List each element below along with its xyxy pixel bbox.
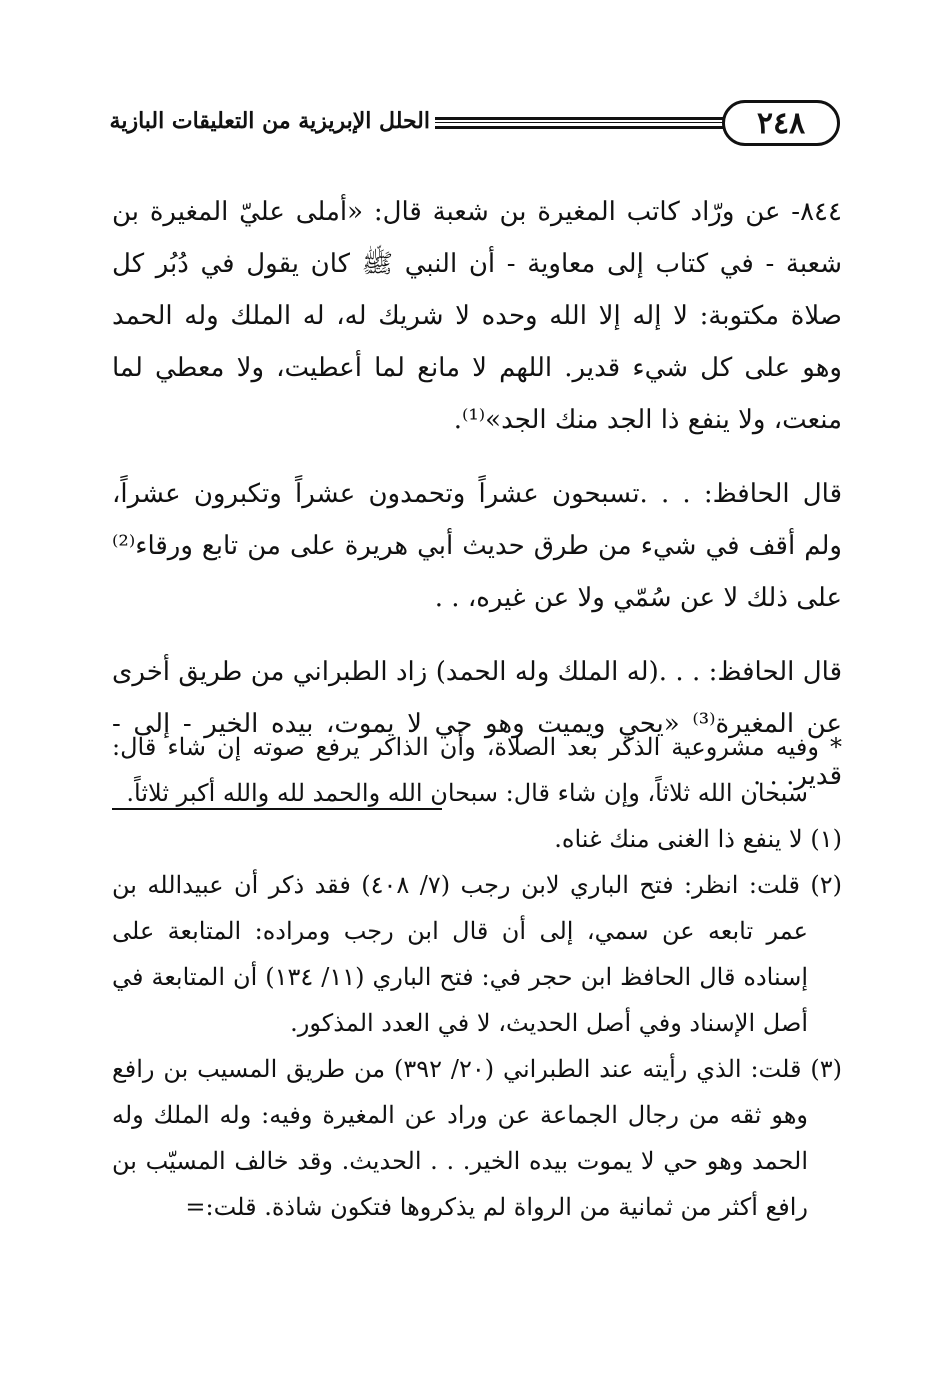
footnote-2: (٢) قلت: انظر: فتح الباري لابن رجب (٧/ ٤٠٨) فقد ذكر أن عبيدالله بن عمر تابعه عن سمي، إلى أن قال ابن رجب ومراده: المتابعة على إسناده قال الحافظ ابن حجر في: فتح الباري (١١/ ١٣٤) أن المتابعة في أصل الإسناد وفي أصل الحديث، لا في العدد المذكور. [112,871,843,1037]
header-rule [435,117,724,129]
book-title: الحلل الإبريزية من التعليقات البازية [109,108,430,134]
page-number: ٢٤٨ [722,100,840,146]
footnotes [112,724,842,1230]
footnote-1: (١) لا ينفع ذا الغنى منك غناه. [554,825,842,853]
page-header [110,100,840,152]
hadith-paragraph: ٨٤٤- عن ورّاد كاتب المغيرة بن شعبة قال: «أملى عليّ المغيرة بن شعبة - في كتاب إلى معاوية - أن النبي ﷺ كان يقول في دُبُر كل صلاة مكتوبة: لا إله إلا الله وحده لا شريك له، له الملك وله الحمد وهو على كل شيء قدير. اللهم لا مانع لما أعطيت، ولا معطي لما منعت، ولا ينفع ذا الجد منك الجد»⁽¹⁾. [112,197,842,435]
commentary-paragraph: قال الحافظ: . . .تسبحون عشراً وتحمدون عشراً وتكبرون عشراً، ولم أقف في شيء من طرق حديث أبي هريرة على من تابع ورقاء⁽²⁾ على ذلك لا عن سُمّي ولا عن غيره، . . [112,479,842,613]
footnote-3: (٣) قلت: الذي رأيته عند الطبراني (٢٠/ ٣٩٢) من طريق المسيب بن رافع وهو ثقه من رجال الجماعة عن وراد عن المغيرة وفيه: وله الملك وله الحمد وهو حي لا يموت بيده الخير. . . الحديث. وقد خالف المسيّب بن رافع أكثر من ثمانية من الرواة لم يذكروها فتكون شاذة. قلت:= [112,1055,842,1221]
star-note: * وفيه مشروعية الذكر بعد الصلاة، وأن الذاكر يرفع صوته إن شاء قال: سبحان الله ثلاثاً، وإن شاء قال: سبحان الله والحمد لله والله أكبر ثلاثاً. [112,733,842,807]
commentary-paragraph: قال الحافظ: . . .(له الملك وله الحمد) زاد الطبراني من طريق أخرى عن المغيرة⁽³⁾ «يحي ويميت وهو حي لا يموت، بيده الخير - إلى - قدير. . . [112,657,842,791]
main-text [112,186,842,810]
